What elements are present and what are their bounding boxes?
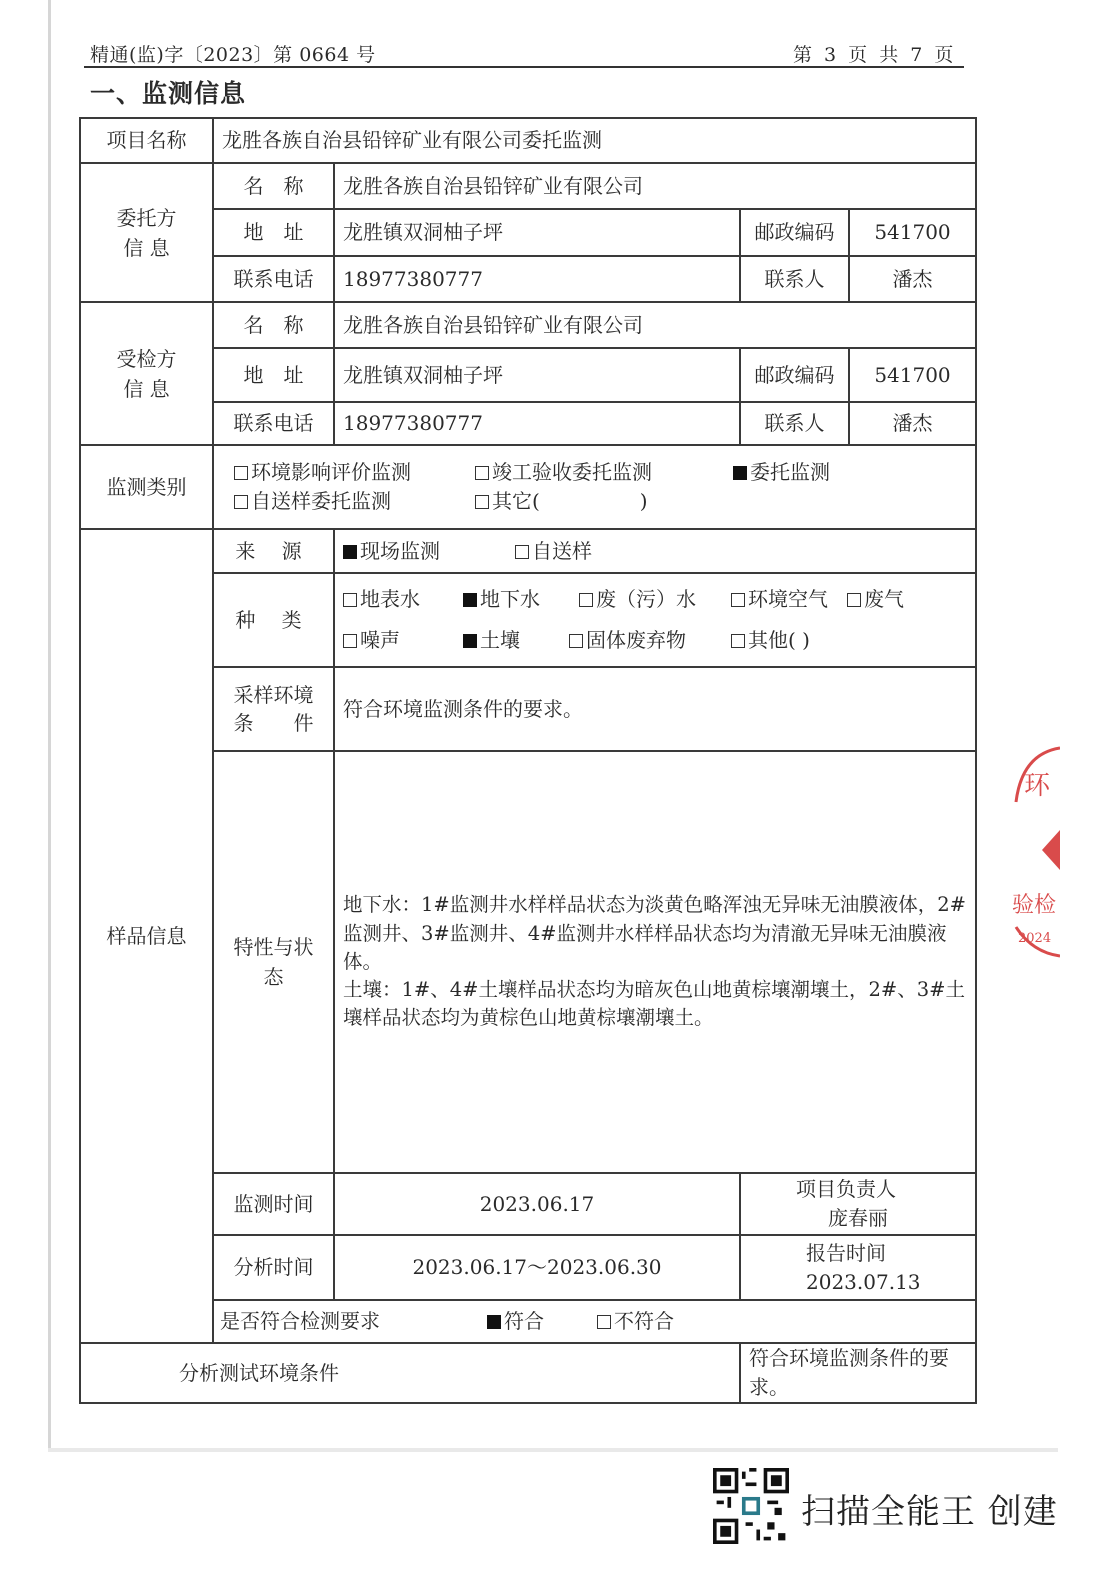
option-other-type[interactable] — [475, 487, 648, 516]
checkbox-exhaust-gas[interactable] — [847, 593, 861, 607]
sampling-env-label-line2: 条 件 — [233, 711, 314, 735]
analysis-time-row — [80, 1235, 976, 1300]
option-surface-water[interactable] — [343, 579, 463, 620]
client-postcode: 541700 — [849, 209, 976, 256]
analysis-time: 2023.06.17～2023.06.30 — [334, 1235, 740, 1300]
option-completion-acceptance-label: 竣工验收委托监测 — [492, 460, 652, 484]
sample-kind-options — [334, 573, 976, 667]
inspected-postcode: 541700 — [849, 348, 976, 402]
client-phone-row — [80, 256, 976, 302]
client-name-row — [80, 163, 976, 209]
client-address: 龙胜镇双洞柚子坪 — [334, 209, 740, 256]
option-compliant-label: 符合 — [504, 1309, 544, 1333]
header-rule — [84, 66, 964, 68]
inspected-name-label: 名 称 — [213, 302, 334, 348]
option-noncompliant-label: 不符合 — [614, 1309, 674, 1333]
sample-source-row — [80, 529, 976, 573]
client-phone-label: 联系电话 — [213, 256, 334, 302]
project-value: 龙胜各族自治县铅锌矿业有限公司委托监测 — [213, 118, 976, 163]
client-contact: 潘杰 — [849, 256, 976, 302]
client-name-label: 名 称 — [213, 163, 334, 209]
paper-bottom-edge — [48, 1448, 1058, 1452]
sample-state-label — [213, 751, 334, 1173]
report-time: 2023.07.13 — [806, 1269, 921, 1294]
checkbox-other-kind[interactable] — [731, 634, 745, 648]
sample-state-soil: 土壤：1#、4#土壤样品状态均为暗灰色山地黄棕壤潮壤土，2#、3#土壤样品状态均为黄棕色山地黄棕壤潮壤土。 — [343, 978, 965, 1030]
checkbox-ambient-air[interactable] — [731, 593, 745, 607]
option-self-sample-label: 自送样 — [532, 538, 592, 563]
checkbox-groundwater[interactable] — [463, 593, 477, 607]
option-groundwater-label: 地下水 — [480, 587, 540, 611]
report-time-label: 报告时间 — [806, 1240, 886, 1265]
compliance-row — [80, 1300, 976, 1343]
inspected-name: 龙胜各族自治县铅锌矿业有限公司 — [334, 302, 976, 348]
sample-source-options — [334, 529, 976, 573]
doc-number: 精通(监)字〔2023〕第 0664 号 — [90, 44, 376, 66]
checkbox-soil[interactable] — [463, 634, 477, 648]
page-info: 第 3 页 共 7 页 — [793, 44, 954, 66]
option-solid-waste-label: 固体废弃物 — [586, 628, 686, 652]
inspected-group-label: 受检方 信 息 — [80, 302, 213, 445]
option-solid-waste[interactable] — [569, 620, 731, 661]
option-compliant[interactable] — [487, 1307, 597, 1336]
analysis-env-label: 分析测试环境条件 — [80, 1343, 740, 1403]
sample-state-row — [80, 751, 976, 1173]
analysis-env-value: 符合环境监测条件的要求。 — [740, 1343, 976, 1403]
svg-text:2024: 2024 — [1018, 931, 1052, 946]
compliance-label: 是否符合检测要求 — [220, 1309, 380, 1333]
checkbox-other-type[interactable] — [475, 495, 489, 509]
client-address-row — [80, 209, 976, 256]
option-self-sample[interactable] — [515, 537, 592, 566]
sample-state-value — [334, 751, 976, 1173]
svg-text:验检: 验检 — [1012, 893, 1057, 918]
option-other-kind[interactable] — [731, 620, 810, 661]
sample-group-label: 样品信息 — [80, 529, 213, 1343]
inspected-postcode-label: 邮政编码 — [740, 348, 849, 402]
option-self-sent-sample-label: 自送样委托监测 — [251, 489, 391, 513]
checkbox-compliant[interactable] — [487, 1315, 501, 1329]
inspected-contact-label: 联系人 — [740, 402, 849, 445]
analysis-time-label: 分析时间 — [213, 1235, 334, 1300]
checkbox-onsite-monitoring[interactable] — [343, 545, 357, 559]
client-phone: 18977380777 — [334, 256, 740, 302]
camscanner-footer — [713, 1468, 1073, 1548]
camscanner-text: 扫描全能王 创建 — [801, 1492, 1058, 1532]
option-wastewater-label: 废（污）水 — [596, 587, 696, 611]
checkbox-entrusted-monitoring[interactable] — [733, 466, 747, 480]
client-group-label: 委托方 信 息 — [80, 163, 213, 302]
option-onsite-monitoring-label: 现场监测 — [360, 538, 440, 563]
sampling-env-value: 符合环境监测条件的要求。 — [334, 667, 976, 751]
option-ambient-air-label: 环境空气 — [748, 587, 828, 611]
checkbox-completion-acceptance[interactable] — [475, 466, 489, 480]
checkbox-solid-waste[interactable] — [569, 634, 583, 648]
option-entrusted-monitoring[interactable] — [733, 458, 830, 487]
inspected-address-row — [80, 348, 976, 402]
option-soil[interactable] — [463, 620, 569, 661]
monitor-type-label: 监测类别 — [80, 445, 213, 529]
sample-kind-label: 种 类 — [213, 573, 334, 667]
inspected-address: 龙胜镇双洞柚子坪 — [334, 348, 740, 402]
svg-text:环: 环 — [1024, 771, 1051, 801]
checkbox-noise[interactable] — [343, 634, 357, 648]
qr-code-icon — [713, 1468, 789, 1544]
option-eia-monitoring[interactable] — [234, 458, 475, 487]
project-leader-label: 项目负责人 — [796, 1177, 896, 1201]
option-onsite-monitoring[interactable] — [343, 537, 515, 566]
option-self-sent-sample[interactable] — [234, 487, 475, 516]
sampling-env-label-line1: 采样环境 — [233, 683, 314, 707]
inspected-name-row — [80, 302, 976, 348]
sample-kind-row — [80, 573, 976, 667]
client-postcode-label: 邮政编码 — [740, 209, 849, 256]
compliance-cell — [213, 1300, 976, 1343]
option-wastewater[interactable] — [579, 579, 731, 620]
option-soil-label: 土壤 — [480, 628, 520, 652]
checkbox-eia-monitoring[interactable] — [234, 466, 248, 480]
option-entrusted-monitoring-label: 委托监测 — [750, 460, 830, 484]
analysis-env-row — [80, 1343, 976, 1403]
monitoring-info-table — [79, 117, 977, 1404]
inspected-phone-row — [80, 402, 976, 445]
checkbox-noncompliant[interactable] — [597, 1315, 611, 1329]
inspected-phone: 18977380777 — [334, 402, 740, 445]
monitor-type-row — [80, 445, 976, 529]
option-noncompliant[interactable] — [597, 1307, 674, 1336]
option-other-kind-label: 其他( ) — [748, 628, 810, 652]
option-other-type-label: 其它( ) — [492, 489, 648, 513]
client-name: 龙胜各族自治县铅锌矿业有限公司 — [334, 163, 976, 209]
option-eia-monitoring-label: 环境影响评价监测 — [251, 460, 411, 484]
project-leader-cell — [740, 1173, 976, 1235]
option-ambient-air[interactable] — [731, 579, 847, 620]
project-row — [80, 118, 976, 163]
sample-state-groundwater: 地下水：1#监测井水样样品状态为淡黄色略浑浊无异味无油膜液体，2#监测井、3#监测井、4#监测井水样样品状态均为清澈无异味无油膜液体。 — [343, 893, 966, 973]
monitor-time: 2023.06.17 — [334, 1173, 740, 1235]
checkbox-wastewater[interactable] — [579, 593, 593, 607]
monitor-type-options — [213, 445, 976, 529]
sampling-env-label — [213, 667, 334, 751]
checkbox-self-sent-sample[interactable] — [234, 495, 248, 509]
monitor-time-row — [80, 1173, 976, 1235]
option-surface-water-label: 地表水 — [360, 587, 420, 611]
sample-source-label: 来 源 — [213, 529, 334, 573]
checkbox-surface-water[interactable] — [343, 593, 357, 607]
official-seal — [1012, 742, 1060, 962]
inspected-address-label: 地 址 — [213, 348, 334, 402]
option-groundwater[interactable] — [463, 579, 579, 620]
option-completion-acceptance[interactable] — [475, 458, 733, 487]
option-exhaust-gas[interactable] — [847, 579, 904, 620]
section-title: 一、监测信息 — [90, 79, 247, 108]
project-leader: 庞春丽 — [828, 1206, 888, 1230]
inspected-contact: 潘杰 — [849, 402, 976, 445]
client-address-label: 地 址 — [213, 209, 334, 256]
scan-edge — [48, 0, 51, 1450]
sample-state-label-line2: 态 — [263, 965, 284, 989]
checkbox-self-sample[interactable] — [515, 545, 529, 559]
option-noise[interactable] — [343, 620, 463, 661]
option-exhaust-gas-label: 废气 — [864, 587, 904, 611]
sample-state-label-line1: 特性与状 — [233, 935, 314, 959]
sampling-env-row — [80, 667, 976, 751]
report-time-cell — [740, 1235, 976, 1300]
monitor-time-label: 监测时间 — [213, 1173, 334, 1235]
option-noise-label: 噪声 — [360, 628, 400, 652]
project-label: 项目名称 — [80, 118, 213, 163]
client-contact-label: 联系人 — [740, 256, 849, 302]
inspected-phone-label: 联系电话 — [213, 402, 334, 445]
